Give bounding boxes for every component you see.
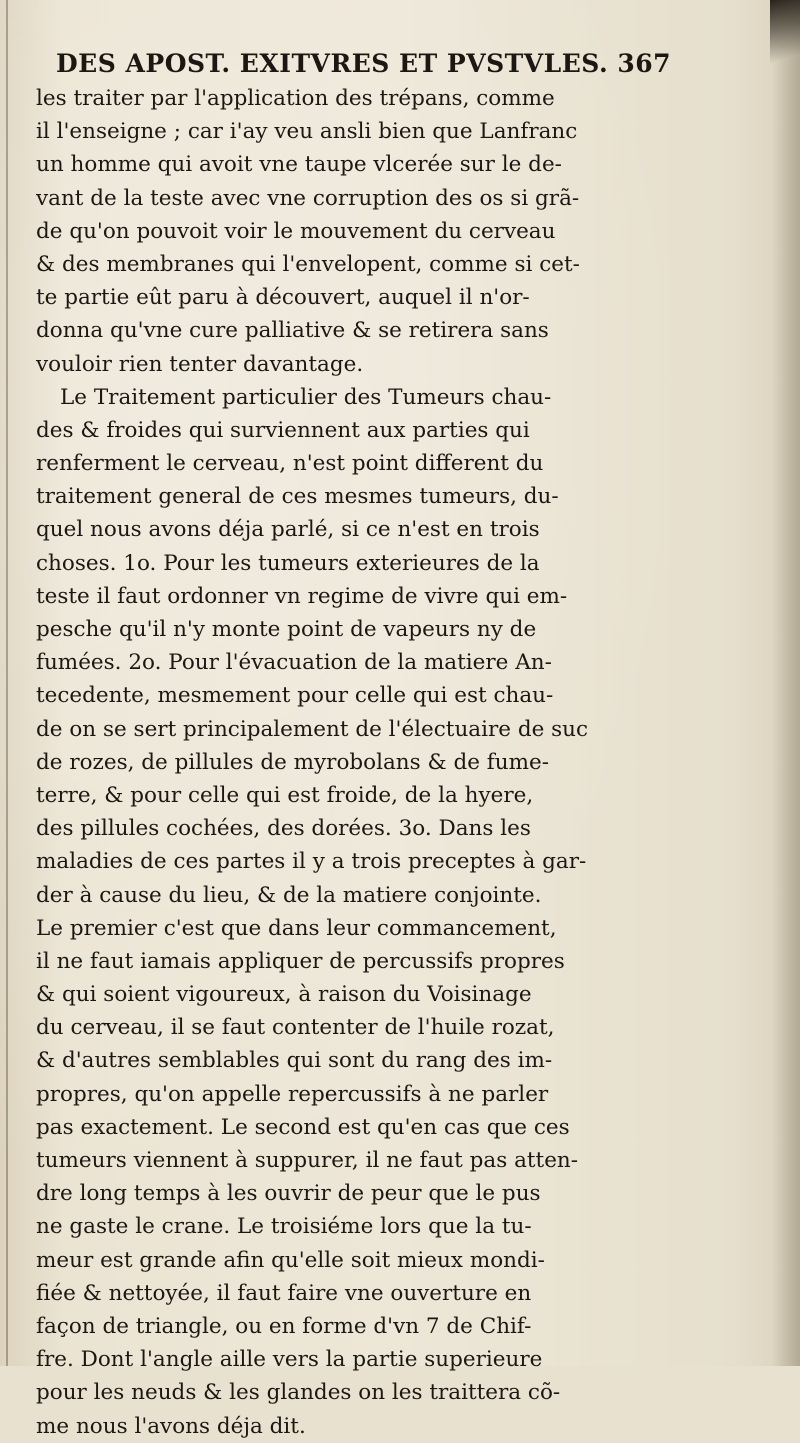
text-line: Le premier c'est que dans leur commancement, xyxy=(36,915,557,941)
text-line: me nous l'avons déja dit. xyxy=(36,1413,306,1439)
paragraph-start-line: Le Traitement particulier des Tumeurs chau- xyxy=(60,384,552,410)
text-line: tumeurs viennent à suppurer, il ne faut pas atten- xyxy=(36,1148,579,1173)
text-line: & qui soient vigoureux, à raison du Voisinage xyxy=(36,982,532,1008)
text-line: de qu'on pouvoit voir le mouvement du cerveau xyxy=(36,218,556,244)
text-line: choses. 1o. Pour les tumeurs exterieures de la xyxy=(36,550,540,576)
page-text xyxy=(36,46,756,1443)
text-line: de on se sert principalement de l'électuaire de suc xyxy=(36,716,589,742)
running-header: DES APOST. EXITVRES ET PVSTVLES. 367 xyxy=(56,49,672,78)
text-line: propres, qu'on appelle repercussifs à ne parler xyxy=(36,1081,549,1107)
text-line: quel nous avons déja parlé, si ce n'est en trois xyxy=(36,517,540,543)
text-line: & d'autres semblables qui sont du rang des im- xyxy=(36,1048,553,1074)
text-line: fre. Dont l'angle aille vers la partie superieure xyxy=(36,1347,543,1373)
text-line: & des membranes qui l'envelopent, comme si cet- xyxy=(36,251,580,277)
text-line: maladies de ces partes il y a trois preceptes à gar- xyxy=(36,849,587,875)
text-line: il l'enseigne ; car i'ay veu ansli bien que Lanfranc xyxy=(36,119,578,145)
text-line: der à cause du lieu, & de la matiere conjointe. xyxy=(36,882,542,908)
text-line: dre long temps à les ouvrir de peur que le pus xyxy=(36,1181,541,1207)
text-line: te partie eût paru à découvert, auquel il n'or- xyxy=(36,285,530,311)
text-line: un homme qui avoit vne taupe vlcerée sur le de- xyxy=(36,152,562,178)
text-line: pour les neuds & les glandes on les traittera cõ- xyxy=(36,1380,561,1406)
text-line: fiée & nettoyée, il faut faire vne ouverture en xyxy=(36,1280,532,1306)
corner-stain xyxy=(770,0,800,70)
text-line: pesche qu'il n'y monte point de vapeurs ny de xyxy=(36,617,537,642)
text-line: vouloir rien tenter davantage. xyxy=(36,351,364,377)
text-line: les traiter par l'application des trépans, comme xyxy=(36,86,555,111)
text-line: de rozes, de pillules de myrobolans & de fume- xyxy=(36,749,549,775)
text-line: des & froides qui surviennent aux parties qui xyxy=(36,417,530,443)
text-line: vant de la teste avec vne corruption des os si grã- xyxy=(36,185,580,211)
text-line: pas exactement. Le second est qu'en cas que ces xyxy=(36,1114,570,1140)
page-binding-edge xyxy=(6,0,8,1366)
text-line: du cerveau, il se faut contenter de l'huile rozat, xyxy=(36,1015,555,1041)
text-line: façon de triangle, ou en forme d'vn 7 de Chif- xyxy=(36,1313,532,1339)
text-line: des pillules cochées, des dorées. 3o. Dans les xyxy=(36,816,531,842)
text-line: teste il faut ordonner vn regime de vivre qui em- xyxy=(36,583,568,609)
text-line: donna qu'vne cure palliative & se retirera sans xyxy=(36,318,549,344)
text-line: ne gaste le crane. Le troisiéme lors que la tu- xyxy=(36,1214,532,1240)
text-line: terre, & pour celle qui est froide, de la hyere, xyxy=(36,782,534,808)
text-line: traitement general de ces mesmes tumeurs, du- xyxy=(36,484,559,510)
text-line: fumées. 2o. Pour l'évacuation de la matiere An- xyxy=(36,650,552,676)
text-line: il ne faut iamais appliquer de percussifs propres xyxy=(36,948,565,974)
text-line: tecedente, mesmement pour celle qui est chau- xyxy=(36,683,554,709)
text-line: renferment le cerveau, n'est point different du xyxy=(36,451,544,477)
page-fold-shadow xyxy=(772,0,800,1366)
text-line: meur est grande afin qu'elle soit mieux mondi- xyxy=(36,1247,545,1273)
